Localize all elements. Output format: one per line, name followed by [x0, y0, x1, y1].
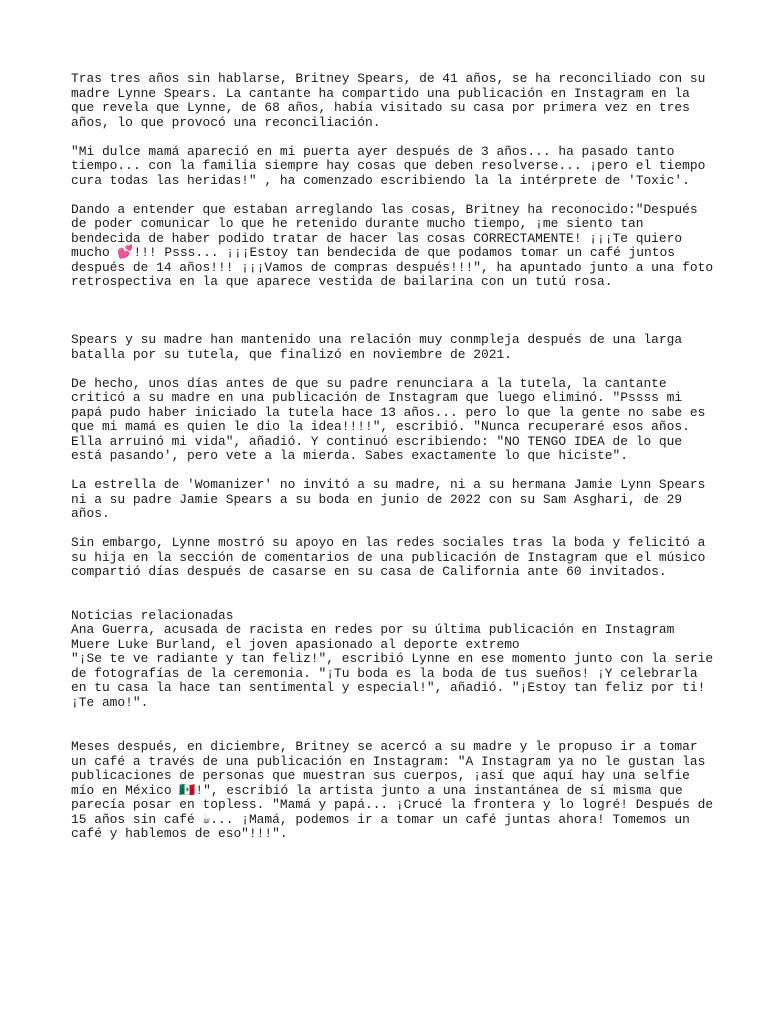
text-line: café y hablemos de eso"!!!". — [71, 826, 288, 841]
text-line: está pasando', pero vete a la mierda. Sabes exactamente lo que hiciste". — [71, 448, 628, 463]
text-line: que revela que Lynne, de 68 años, había visitado su casa por primera vez en tres — [71, 100, 690, 115]
text-line: años, lo que provocó una reconciliación. — [71, 114, 381, 130]
text-line: madre Lynne Spears. La cantante ha compartido una publicación en Instagram en la — [71, 85, 690, 101]
related-news-link[interactable]: Ana Guerra, acusada de racista en redes por su última publicación en Instagram — [71, 622, 675, 637]
paragraph-quote-2 — [71, 201, 714, 290]
text-line: Sin embargo, Lynne mostró su apoyo en las redes sociales tras la boda y felicitó a — [71, 535, 706, 550]
text-line: La estrella de 'Womanizer' no invitó a su madre, ni a su hermana Jamie Lynn Spears — [71, 477, 706, 492]
related-news-heading: Noticias relacionadas — [71, 607, 234, 623]
text-line: Tras tres años sin hablarse, Britney Spears, de 41 años, se ha reconciliado con su — [71, 71, 706, 86]
text-line: su hija en la sección de comentarios de una publicación de Instagram que el músico — [71, 549, 706, 565]
text-line: papá pudo haber iniciado la tutela hace 13 años... pero lo que la gente no sabe es — [71, 404, 706, 420]
text-line: publicaciones de personas que muestran sus cuerpos, ¡así que aquí hay una selfie — [71, 768, 690, 783]
text-line: bendecida de haber podido tratar de hacer las cosas CORRECTAMENTE! ¡¡¡Te quiero — [71, 230, 683, 246]
document-page — [71, 71, 714, 842]
text-line: Meses después, en diciembre, Britney se acercó a su madre y le propuso ir a tomar — [71, 739, 698, 754]
text-line: ni a su padre Jamie Spears a su boda en junio de 2022 con su Sam Asghari, de 29 — [71, 491, 683, 507]
text-line: cura todas las heridas!" , ha comenzado escribiendo la la intérprete de 'Toxic'. — [71, 172, 690, 188]
text-line: parecía posar en topless. "Mamá y papá... ¡Crucé la frontera y lo logré! Después de — [71, 797, 714, 812]
paragraph-apoyo — [71, 536, 711, 580]
paragraph-boda — [71, 478, 711, 522]
text-line: en tu casa la hace tan sentimental y especial!", añadió. "¡Estoy tan feliz por ti! — [71, 680, 706, 695]
text-line: de fotografías de la ceremonia. "¡Tu boda es la boda de tus sueños! ¡Y celebrarla — [71, 665, 698, 681]
paragraph-diciembre — [71, 739, 714, 842]
paragraph-intro — [71, 72, 711, 130]
text-line: De hecho, unos días antes de que su padre renunciara a la tutela, la cantante — [71, 375, 667, 391]
text-line: ¡Te amo!". — [71, 694, 149, 710]
text-line: después de 14 años!!! ¡¡¡Vamos de compras después!!!", ha apuntado junto a una foto — [71, 259, 714, 275]
text-line: Ella arruinó mi vida", añadió. Y continuó escribiendo: "NO TENGO IDEA de lo que — [71, 433, 683, 449]
paragraph-critica — [71, 377, 711, 464]
paragraph-tutela — [71, 333, 711, 362]
text-line: años. — [71, 506, 110, 521]
text-line: "Mi dulce mamá apareció en mi puerta ayer después de 3 años... ha pasado tanto — [71, 143, 675, 159]
text-line: compartió días después de casarse en su casa de California ante 60 invitados. — [71, 564, 667, 579]
text-line: un café a través de una publicación en Instagram: "A Instagram ya no le gustan las — [71, 753, 706, 769]
paragraph-related-news — [71, 607, 714, 711]
text-line: que mi mamá es quien le dio la idea!!!!", escribió. "Nunca recuperaré esos años. — [71, 419, 690, 434]
text-line: "¡Se te ve radiante y tan feliz!", escribió Lynne en ese momento junto con la serie — [71, 651, 714, 666]
text-line: 15 años sin café ☕... ¡Mamá, podemos ir a tomar un café juntas ahora! Tomemos un — [71, 811, 690, 827]
text-line: tiempo... con la familia siempre hay cosas que deben resolverse... ¡pero el tiempo — [71, 158, 706, 173]
text-line: criticó a su madre en una publicación de Instagram que luego eliminó. "Pssss mi — [71, 390, 683, 405]
text-line: de poder comunicar lo que he retenido durante mucho tiempo, ¡me siento tan — [71, 216, 644, 231]
text-line: mío en México 🇲🇽!", escribió la artista junto a una instantánea de sí misma que — [71, 782, 683, 798]
text-line: Dando a entender que estaban arreglando las cosas, Britney ha reconocido:"Después — [71, 201, 698, 217]
text-line: Spears y su madre han mantenido una relación muy conmpleja después de una larga — [71, 332, 683, 347]
text-line: mucho 💕!!! Psss... ¡¡¡Estoy tan bendecida de que podamos tomar un café juntos — [71, 245, 675, 260]
paragraph-quote-1 — [71, 145, 711, 189]
text-line: retrospectiva en la que aparece vestida de bailarina con un tutú rosa. — [71, 274, 613, 289]
text-line: batalla por su tutela, que finalizó en noviembre de 2021. — [71, 346, 512, 362]
related-news-link[interactable]: Muere Luke Burland, el joven apasionado al deporte extremo — [71, 636, 520, 652]
